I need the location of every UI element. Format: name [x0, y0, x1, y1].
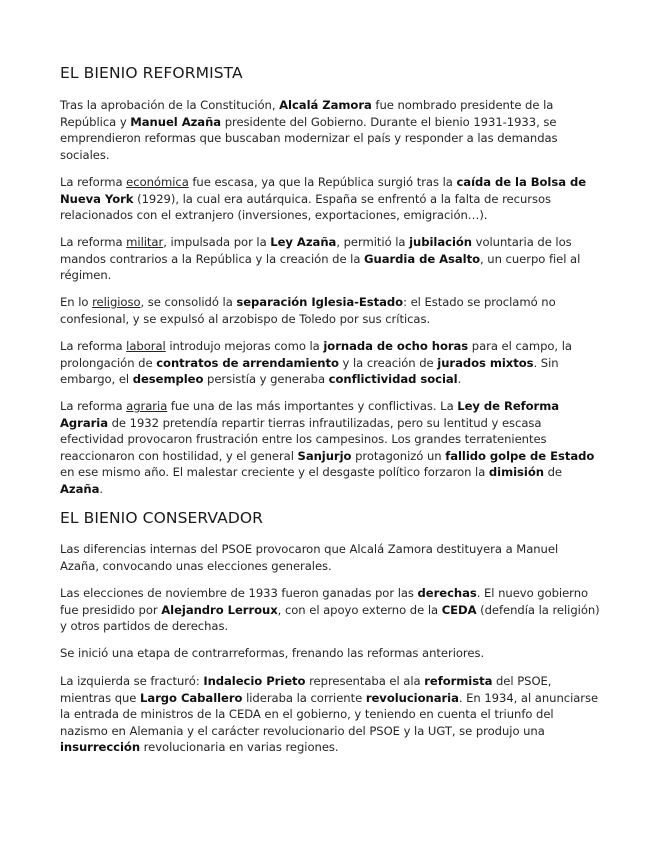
bold-term: CEDA [441, 602, 477, 617]
bold-term: separación Iglesia-Estado [236, 295, 404, 309]
paragraph-intro [60, 97, 600, 163]
bold-term: fallido golpe de Estado [445, 448, 595, 463]
paragraph-contrarreformas [60, 645, 600, 662]
bold-term: caída de la Bolsa de Nueva York [60, 175, 587, 206]
text-run: de [543, 465, 562, 480]
text-run: voluntaria de los mandos contrarios a la República y la creación de la [60, 235, 572, 266]
text-run: . [99, 481, 104, 496]
bold-term: jurados mixtos [437, 355, 534, 370]
text-run: , con el apoyo externo de la [277, 602, 442, 617]
text-run: fue escasa, ya que la República surgió tras la [188, 175, 457, 189]
text-run: La reforma [60, 175, 127, 189]
underlined-term: religioso [92, 295, 141, 309]
text-run: Tras la aprobación de la Constitución, [60, 98, 280, 112]
bold-term: contratos de arrendamiento [156, 355, 339, 370]
text-run: (defendía la religión) y otros partidos de derechas. [60, 602, 600, 634]
text-run: La izquierda se fracturó: [60, 674, 204, 688]
bold-term: desempleo [132, 372, 204, 387]
text-run: del PSOE, mientras que [60, 674, 552, 705]
paragraph-diferencias-psoe [60, 541, 600, 574]
text-run: , permitió la [336, 235, 410, 249]
bold-term: Guardia de Asalto [364, 251, 481, 266]
text-run: (1929), la cual era autárquica. España se enfrentó a la falta de recursos relacionados con el extranjero (inversiones, exportaciones, emigración…). [60, 191, 551, 223]
bold-term: revolucionaria [365, 690, 459, 705]
bold-term: Manuel Azaña [130, 114, 222, 129]
text-run: lideraba la corriente [242, 690, 366, 705]
paragraph-reforma-agraria [60, 398, 600, 498]
bold-term: conflictividad social [328, 372, 458, 387]
bold-term: Alcalá Zamora [279, 98, 372, 112]
bold-term: Ley Azaña [270, 235, 337, 249]
text-run: de 1932 pretendía repartir tierras infrautilizadas, pero su lentitud y escasa efectividad provocaron frustración entre los campesinos. Los grandes terratenientes reaccionaron con hostilidad, y el general [60, 415, 547, 463]
bold-term: Largo Caballero [140, 690, 243, 705]
underlined-term: económica [126, 175, 189, 189]
bold-term: jubilación [409, 235, 472, 249]
text-run: fue una de las más importantes y conflictivas. La [167, 399, 458, 413]
text-run: La reforma [60, 399, 127, 413]
bold-term: jornada de ocho horas [323, 339, 469, 353]
text-run: . [457, 372, 462, 387]
text-run: . El nuevo gobierno fue presidido por [60, 586, 589, 617]
text-run: , se consolidó la [140, 295, 237, 309]
text-run: Las elecciones de noviembre de 1933 fueron ganadas por las [60, 586, 418, 600]
bold-term: dimisión [488, 465, 544, 480]
text-run: En lo [60, 295, 93, 309]
text-run: introdujo mejoras como la [165, 339, 324, 353]
text-run: para el campo, la prolongación de [60, 339, 572, 370]
bold-term: derechas [417, 586, 477, 600]
text-run: . En 1934, al anunciarse la entrada de ministros de la CEDA en el gobierno, y teniendo en cuenta el triunfo del nazismo en Alemania y el carácter revolucionario del PSOE y la UGT, se produjo una [60, 690, 599, 738]
bold-term: Azaña [60, 481, 100, 496]
text-run: persistía y generaba [203, 372, 329, 387]
paragraph-religioso [60, 294, 600, 327]
text-run: . Sin embargo, el [60, 355, 559, 387]
text-run: fue nombrado presidente de la República y [60, 98, 554, 129]
paragraph-reforma-laboral [60, 338, 600, 388]
bold-term: insurrección [60, 740, 141, 755]
text-run: revolucionaria en varias regiones. [140, 740, 339, 755]
bold-term: Ley de Reforma Agraria [60, 399, 560, 430]
text-run: , impulsada por la [163, 235, 271, 249]
text-run: presidente del Gobierno. Durante el bienio 1931-1933, se emprendieron reformas que buscaban modernizar el país y responder a las demandas sociales. [60, 114, 558, 162]
paragraph-reforma-militar [60, 234, 600, 284]
paragraph-elecciones-1933 [60, 585, 600, 635]
underlined-term: laboral [126, 339, 166, 353]
underlined-term: agraria [126, 399, 168, 413]
text-run: protagonizó un [351, 448, 446, 463]
text-run: en ese mismo año. El malestar creciente y el desgaste político forzaron la [60, 465, 489, 480]
bold-term: reformista [424, 674, 493, 688]
text-run: Se inició una etapa de contrarreformas, frenando las reformas anteriores. [60, 646, 485, 660]
bold-term: Sanjurjo [297, 448, 352, 463]
section-title-bienio-conservador: EL BIENIO CONSERVADOR [60, 509, 264, 527]
text-run: y la creación de [338, 355, 438, 370]
paragraph-reforma-economica [60, 174, 600, 224]
text-run: , un cuerpo fiel al régimen. [60, 251, 581, 283]
section-title-bienio-reformista: EL BIENIO REFORMISTA [60, 64, 243, 82]
bold-term: Indalecio Prieto [203, 674, 306, 688]
text-run: : el Estado se proclamó no confesional, y se expulsó al arzobispo de Toledo por sus críticas. [60, 295, 556, 326]
bold-term: Alejandro Lerroux [161, 602, 278, 617]
underlined-term: militar [126, 235, 164, 249]
text-run: La reforma [60, 235, 127, 249]
text-run: La reforma [60, 339, 127, 353]
text-run: representaba el ala [305, 674, 425, 688]
text-run: Las diferencias internas del PSOE provocaron que Alcalá Zamora destituyera a Manuel Azaña, convocando unas elecciones generales. [60, 542, 559, 573]
paragraph-izquierda-fracturada [60, 673, 600, 756]
